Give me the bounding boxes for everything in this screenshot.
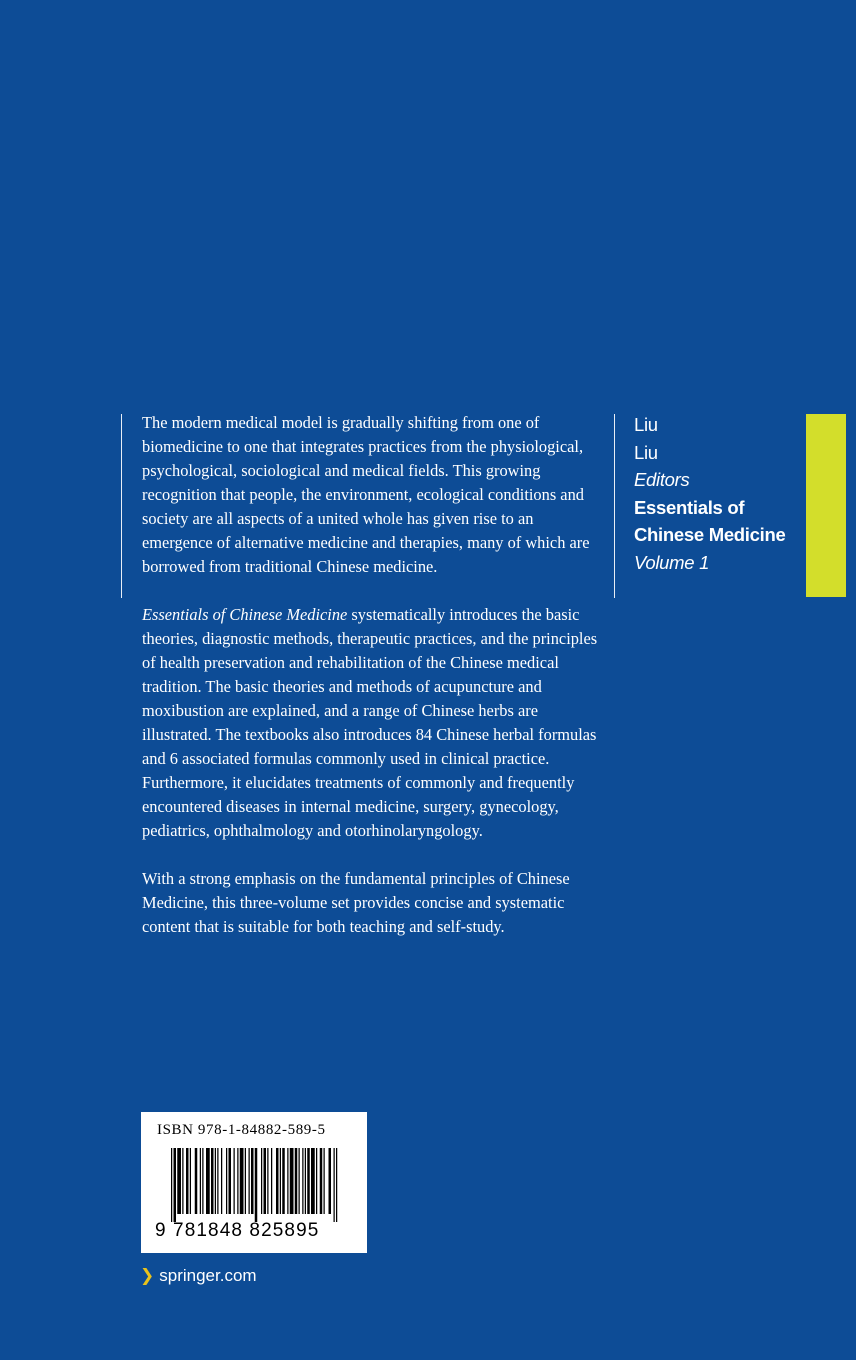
isbn-number: ISBN 978-1-84882-589-5	[157, 1122, 326, 1138]
author-name: Liu	[634, 441, 658, 463]
accent-color-bar	[806, 414, 846, 597]
blurb-paragraph-2	[142, 603, 602, 843]
publisher-url: springer.com	[159, 1266, 257, 1285]
barcode-bars-icon	[171, 1148, 339, 1222]
title-block	[634, 411, 804, 577]
barcode-digits: 9 781848 825895	[155, 1220, 320, 1241]
right-divider-rule	[614, 414, 615, 598]
blurb-book-title: Essentials of Chinese Medicine	[142, 605, 348, 624]
isbn-barcode-panel	[141, 1112, 367, 1253]
blurb-paragraph-2-text: systematically introduces the basic theories, diagnostic methods, therapeutic practices, and the principles of health preservation and rehabilitation of the Chinese medical tradition. The basic theories and methods of acupuncture and moxibustion are explained, and a range of Chinese herbs are illustrated. The textbooks also introduces 84 Chinese herbal formulas and 6 associated formulas commonly used in clinical practice. Furthermore, it elucidates treatments of commonly and frequently encountered diseases in internal medicine, surgery, gynecology, pediatrics, ophthalmology and otorhinolaryngology.	[142, 605, 598, 840]
chevron-right-icon: ❯	[140, 1266, 155, 1285]
author-name: Liu	[634, 414, 658, 435]
left-divider-rule	[121, 414, 122, 598]
book-title-line-1: Essentials of	[634, 496, 745, 518]
cover-edge	[846, 414, 856, 597]
book-title-line-2: Chinese Medicine	[634, 524, 786, 546]
blurb-paragraph-3: With a strong emphasis on the fundamental principles of Chinese Medicine, this three-volume set provides concise and systematic content that is suitable for both teaching and self-study.	[142, 869, 570, 936]
volume-label: Volume 1	[634, 551, 710, 573]
back-cover-blurb	[142, 411, 602, 963]
editors-label: Editors	[634, 469, 690, 491]
publisher-link[interactable]	[140, 1266, 257, 1286]
blurb-paragraph-1: The modern medical model is gradually shifting from one of biomedicine to one that integrates practices from the physiological, psychological, sociological and medical fields. This growing recognition that people, the environment, ecological conditions and society are all aspects of a united whole has given rise to an emergence of alternative medicine and therapies, many of which are borrowed from traditional Chinese medicine.	[142, 413, 590, 576]
